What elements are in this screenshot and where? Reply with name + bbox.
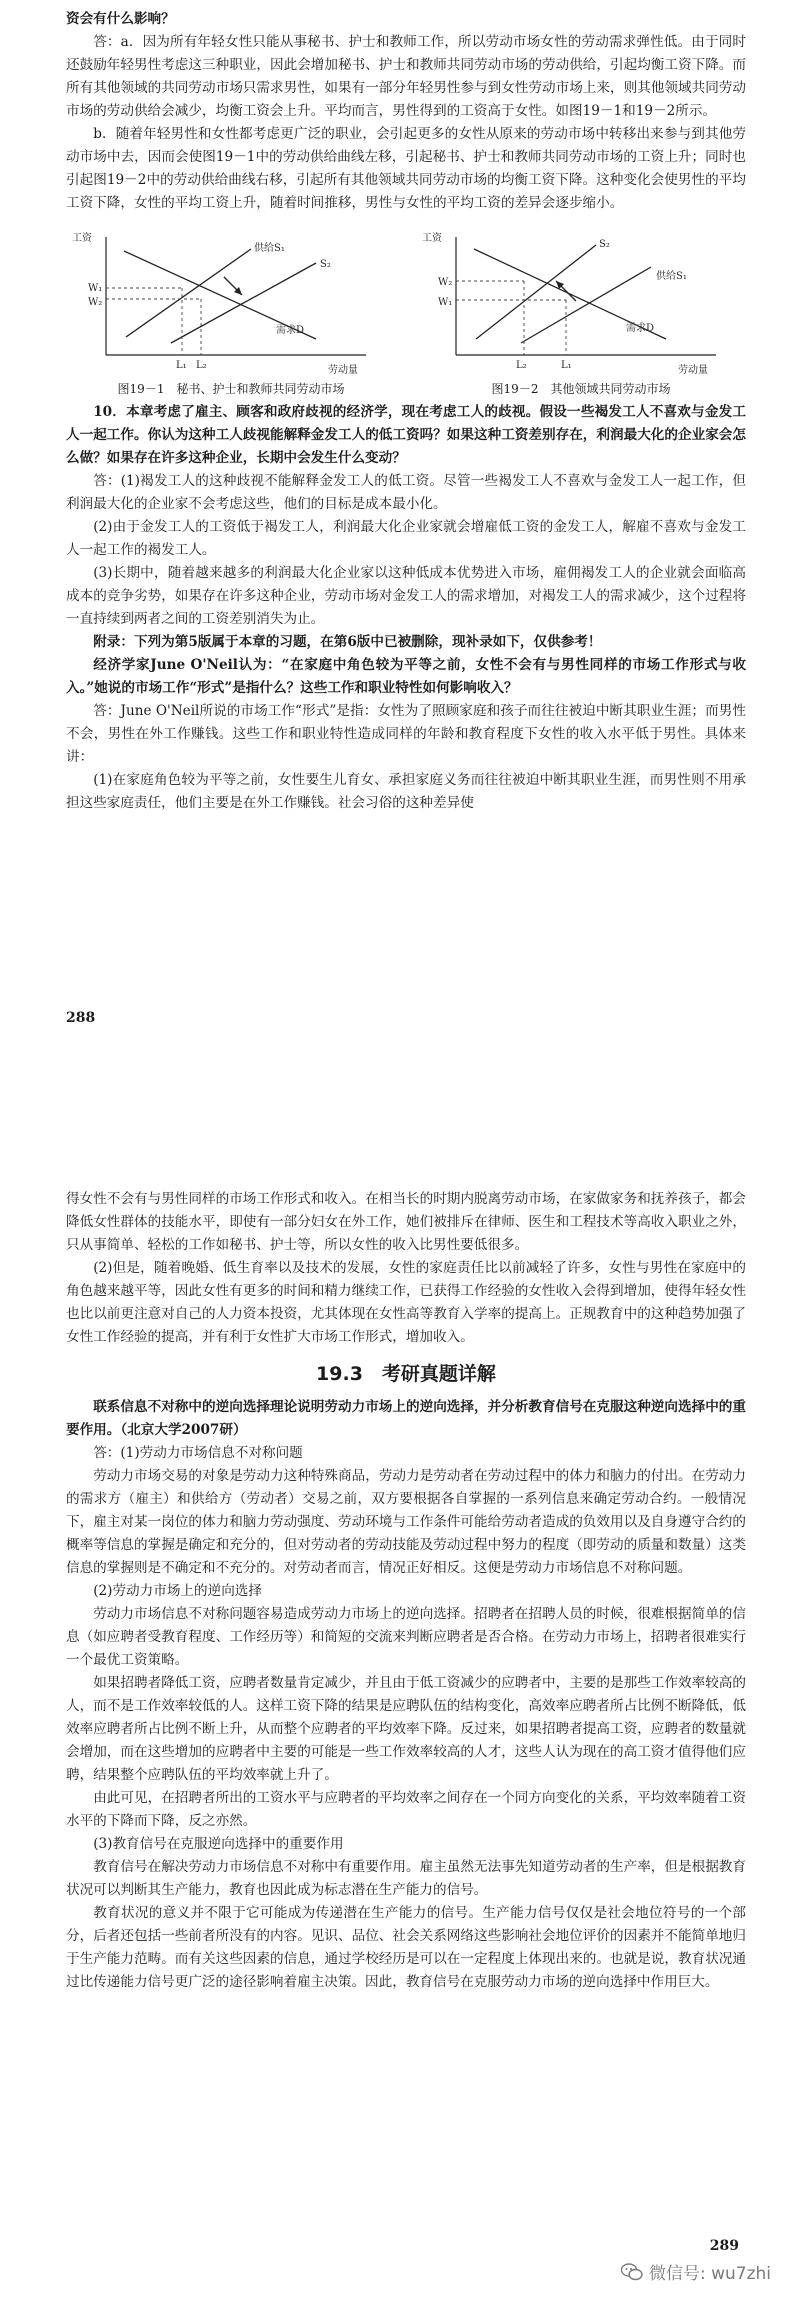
- w2-label: W₂: [438, 277, 453, 288]
- y-axis-label: 工资: [422, 233, 442, 244]
- continued-paragraph-2: (2)但是，随着晚婚、低生育率以及技术的发展，女性的家庭责任比以前减轻了许多，女性与男性在家庭中的角色越来越平等，因此女性有更多的时间和精力继续工作，已获得工作经验的女性收入会得到增加，使得年轻女性也比以前更注意对自己的人力资本投资，尤其体现在女性高等教育入学率的提高上。正规教育中的这种趋势加强了女性工作经验的提高，并有利于女性扩大市场工作形式，增加收入。: [66, 1260, 746, 1345]
- figure-19-2-graph: [416, 227, 746, 377]
- supply-s2-label: S₂: [599, 239, 610, 250]
- figure-19-2: [416, 227, 746, 397]
- answer-2-body-3: 由此可见，在招聘者所出的工资水平与应聘者的平均效率之间存在一个同方向变化的关系，平均效率随着工资水平的下降而下降，反之亦然。: [66, 1790, 746, 1829]
- supply-s2-line: [476, 245, 596, 339]
- page-289: [0, 1180, 805, 2304]
- answer-2-body-1: 劳动力市场信息不对称问题容易造成劳动力市场上的逆向选择。招聘者在招聘人员的时候，很难根据简单的信息（如应聘者受教育程度、工作经历等）和简短的交流来判断应聘者是否合格。在劳动力市场上，招聘者很难实行一个最优工资策略。: [66, 1606, 746, 1668]
- page-gap: [0, 1045, 805, 1180]
- l2-label: L₂: [196, 360, 207, 371]
- answer-10-part-1: 答：(1)褐发工人的这种歧视不能解释金发工人的低工资。尽管一些褐发工人不喜欢与金发工人一起工作，但利润最大化的企业家不会考虑这些，他们的目标是成本最小化。: [66, 473, 746, 512]
- answer-a: 答：a．因为所有年轻女性只能从事秘书、护士和教师工作，所以劳动市场女性的劳动需求弹性低。由于同时还鼓励年轻男性考虑这三种职业，因此会增加秘书、护士和教师共同劳动市场的劳动供给，引起均衡工资下降。而所有其他领域的共同劳动市场只需求男性，如果有一部分年轻男性参与到女性劳动市场上来，则其他领域共同劳动市场的劳动供给会减少，均衡工资会上升。平均而言，男性得到的工资高于女性。如图19－1和19－2所示。: [66, 34, 746, 119]
- figure-19-2-caption: 图19－2 其他领域共同劳动市场: [491, 382, 671, 396]
- answer-3-heading: (3)教育信号在克服逆向选择中的重要作用: [93, 1836, 344, 1852]
- page-288-body: [66, 8, 746, 815]
- supply-s2-label: S₂: [320, 259, 331, 270]
- l1-label: L₁: [561, 360, 572, 371]
- figure-19-1-graph: [66, 227, 396, 377]
- supply-s1-label: 供给S₁: [254, 243, 285, 254]
- demand-label: 需求D: [276, 325, 305, 336]
- wechat-watermark: [621, 2259, 771, 2284]
- x-axis-label: 劳动量: [328, 365, 358, 376]
- answer-oneil: 答：June O'Neil所说的市场工作“形式”是指：女性为了照顾家庭和孩子而往往被迫中断其职业生涯；而男性不会，男性在外工作赚钱。这些工作和职业特性造成同样的年龄和教育程度下女性的收入水平低于男性。具体来讲：: [66, 703, 746, 765]
- figure-19-1: [66, 227, 396, 397]
- l2-label: L₂: [516, 360, 527, 371]
- question-oneil: 经济学家June O'Neil认为：“在家庭中角色较为平等之前，女性不会有与男性同样的市场工作形式与收入。”她说的市场工作“形式”是指什么？这些工作和职业特性如何影响收入？: [66, 657, 746, 696]
- continued-paragraph-1: 得女性不会有与男性同样的市场工作形式和收入。在相当长的时期内脱离劳动市场，在家做家务和抚养孩子，都会降低女性群体的技能水平，即使有一部分妇女在外工作，她们被排斥在律师、医生和工程技术等高收入职业之外，只从事简单、轻松的工作如秘书、护士等，所以女性的收入比男性要低很多。: [66, 1191, 746, 1253]
- answer-3-body-2: 教育状况的意义并不限于它可能成为传递潜在生产能力的信号。生产能力信号仅仅是社会地位符号的一个部分，后者还包括一些前者所没有的内容。见识、品位、社会关系网络这些影响社会地位评价的因素并不能简单地归于生产能力范畴。而有关这些因素的信息，通过学校经历是可以在一定程度上体现出来的。也就是说，教育状况通过比传递能力信号更广泛的途径影响着雇主决策。因此，教育信号在克服劳动力市场的逆向选择中作用巨大。: [66, 1905, 746, 1990]
- watermark-text: 微信号: wu7zhi: [648, 2264, 771, 2284]
- page-289-body: [66, 1188, 746, 1994]
- x-axis-label: 劳动量: [678, 365, 708, 376]
- page-number: 288: [66, 1010, 96, 1026]
- question-10: 10．本章考虑了雇主、顾客和政府歧视的经济学，现在考虑工人的歧视。假设一些褐发工人不喜欢与金发工人一起工作。你认为这种工人歧视能解释金发工人的低工资吗？如果这种工资差别存在，利润最大化的企业家会怎么做？如果存在许多这种企业，长期中会发生什么变动？: [66, 404, 746, 466]
- demand-label: 需求D: [626, 323, 655, 334]
- supply-s1-line: [126, 249, 251, 337]
- supply-s1-label: 供给S₁: [656, 271, 687, 282]
- answer-1-heading: 答：(1)劳动力市场信息不对称问题: [93, 1445, 303, 1461]
- answer-10-part-3: (3)长期中，随着越来越多的利润最大化企业家以这种低成本优势进入市场，雇佣褐发工人的企业就会面临高成本的竞争劣势，如果存在许多这种企业，劳动市场对金发工人的需求增加，对褐发工人的需求减少，这个过程将一直持续到两者之间的工资差别消失为止。: [66, 565, 746, 627]
- answer-b: b．随着年轻男性和女性都考虑更广泛的职业，会引起更多的女性从原来的劳动市场中转移出来参与到其他劳动市场中去，因而会使图19－1中的劳动供给曲线左移，引起秘书、护士和教师共同劳动市场的工资上升；同时也引起图19－2中的劳动供给曲线右移，引起所有其他领域共同劳动市场的均衡工资下降。这种变化会使男性的平均工资下降，女性的平均工资上升，随着时间推移，男性与女性的平均工资的差异会逐步缩小。: [66, 126, 746, 211]
- answer-3-body-1: 教育信号在解决劳动力市场信息不对称中有重要作用。雇主虽然无法事先知道劳动者的生产率，但是根据教育状况可以判断其生产能力，教育也因此成为标志潜在生产能力的信号。: [66, 1859, 746, 1898]
- w1-label: W₁: [438, 297, 453, 308]
- w2-label: W₂: [88, 297, 103, 308]
- intro-line: 资会有什么影响？: [66, 11, 175, 27]
- answer-2-body-2: 如果招聘者降低工资，应聘者数量肯定减少，并且由于低工资减少的应聘者中，主要的是那些工作效率较高的人，而不是工作效率较低的人。这样工资下降的结果是应聘队伍的结构变化，高效率应聘者所占比例不断降低，低效率应聘者所占比例不断上升，从而整个应聘者的平均效率下降。反过来，如果招聘者提高工资，应聘者的数量就会增加，而在这些增加的应聘者中主要的可能是一些工作效率较高的人才，这些人认为现在的高工资才值得他们应聘，结果整个应聘队伍的平均效率就上升了。: [66, 1675, 746, 1783]
- figure-row: [66, 227, 746, 397]
- section-title: 19.3 考研真题详解: [316, 1363, 496, 1385]
- figure-19-1-caption: 图19－1 秘书、护士和教师共同劳动市场: [117, 382, 345, 396]
- answer-1-body: 劳动力市场交易的对象是劳动力这种特殊商品，劳动力是劳动者在劳动过程中的体力和脑力的付出。在劳动力的需求方（雇主）和供给方（劳动者）交易之前，双方要根据各自掌握的一系列信息来确定劳动合约。一般情况下，雇主对某一岗位的体力和脑力劳动强度、劳动环境与工作条件可能给劳动者造成的负效用以及自身遵守合约的概率等信息的掌握是确定和充分的，但对劳动者的劳动技能及劳动过程中努力的程度（即劳动的质量和数量）这类信息的掌握则是不确定和不充分的。对劳动者而言，情况正好相反。这便是劳动力市场信息不对称问题。: [66, 1468, 746, 1576]
- answer-2-heading: (2)劳动力市场上的逆向选择: [93, 1583, 262, 1599]
- answer-oneil-part-1: (1)在家庭角色较为平等之前，女性要生儿育女、承担家庭义务而往往被迫中断其职业生涯，而男性则不用承担这些家庭责任，他们主要是在外工作赚钱。社会习俗的这种差异使: [66, 772, 746, 811]
- y-axis-label: 工资: [72, 233, 92, 244]
- exam-question: 联系信息不对称中的逆向选择理论说明劳动力市场上的逆向选择，并分析教育信号在克服这种逆向选择中的重要作用。（北京大学2007研）: [66, 1399, 746, 1438]
- wechat-icon: [621, 2263, 643, 2281]
- w1-label: W₁: [88, 283, 103, 294]
- page-288: [0, 0, 805, 1045]
- appendix-note: 附录：下列为第5版属于本章的习题，在第6版中已被删除，现补录如下，仅供参考！: [93, 634, 602, 650]
- page-number: 289: [709, 2238, 739, 2254]
- answer-10-part-2: (2)由于金发工人的工资低于褐发工人，利润最大化企业家就会增雇低工资的金发工人，解雇不喜欢与金发工人一起工作的褐发工人。: [66, 519, 746, 558]
- l1-label: L₁: [176, 360, 187, 371]
